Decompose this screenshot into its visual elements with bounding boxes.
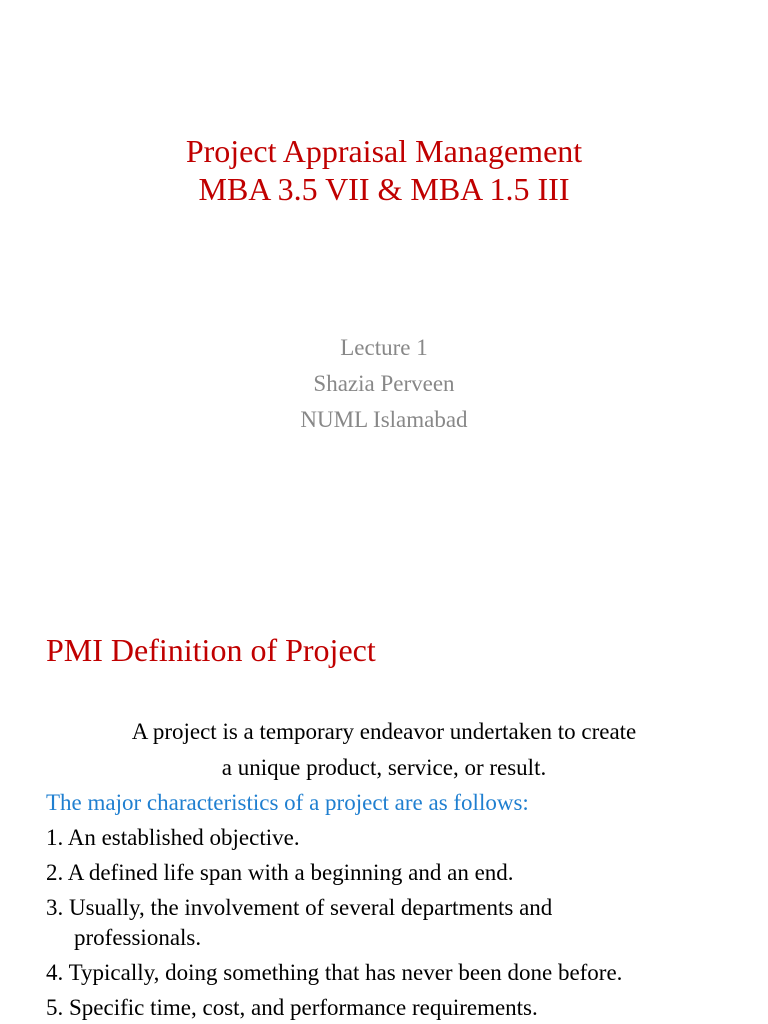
definition-text xyxy=(0,714,768,786)
list-item: 4. Typically, doing something that has never been done before. xyxy=(46,960,623,985)
definition-slide xyxy=(0,576,768,1024)
title-line-2: MBA 3.5 VII & MBA 1.5 III xyxy=(198,171,570,207)
characteristics-heading: The major characteristics of a project are as follows: xyxy=(46,790,529,815)
author-name: Shazia Perveen xyxy=(313,371,455,396)
list-item: 2. A defined life span with a beginning and an end. xyxy=(46,860,514,885)
definition-line-1: A project is a temporary endeavor undertaken to create xyxy=(131,719,637,744)
slide-title xyxy=(0,132,768,208)
definition-line-2: a unique product, service, or result. xyxy=(221,755,547,780)
list-item: 5. Specific time, cost, and performance requirements. xyxy=(46,995,538,1020)
characteristics-list xyxy=(46,786,746,1024)
list-item-continuation: professionals. xyxy=(74,925,202,950)
lecture-label: Lecture 1 xyxy=(340,335,428,360)
list-item: 1. An established objective. xyxy=(46,825,300,850)
title-line-1: Project Appraisal Management xyxy=(185,133,583,169)
list-item: 3. Usually, the involvement of several departments and xyxy=(46,895,553,920)
definition-title: PMI Definition of Project xyxy=(46,632,376,668)
institution-name: NUML Islamabad xyxy=(300,407,468,432)
slide-subtitle xyxy=(0,330,768,438)
